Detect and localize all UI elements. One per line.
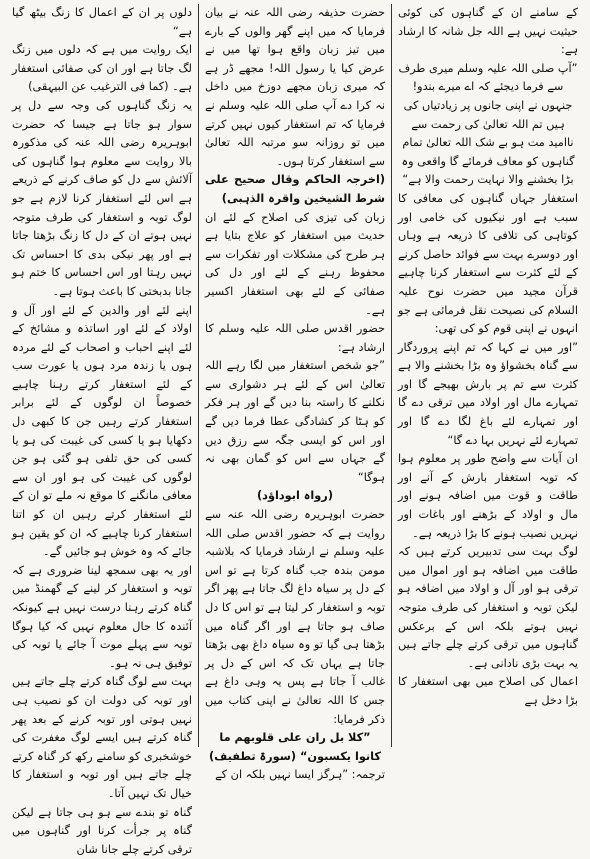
- paragraph: زبان کی تیزی کی اصلاح کے لئے ان حدیث میں استغفار کو علاج بتایا ہے ہر طرح کی مشکلات اور تفکرات سے محفوظ رہنے کے لئے اور دل کی صفائی کے لئے بھی استغفار اکسیر ہے۔: [205, 210, 385, 317]
- paragraph: کے سامنے ان کے گناہوں کی کوئی حیثیت نہیں ہے اللہ جل شانہ کا ارشاد ہے:: [398, 6, 578, 57]
- paragraph: استغفار جہاں گناہوں کی معافی کا سبب ہے اور نیکیوں کی خامی اور کوتاہی کی تلافی کا ذریعہ ہے وہاں اور دوسرے بہت سے فوائد حاصل کرنے کے لئے کثرت سے استغفار کرنا چاہیے قرآن مجید میں حضرت نوح علیہ السلام کی نصیحت نقل فرمائی ہے جو انہوں نے اپنی قوم کو کی تھی:: [398, 191, 578, 336]
- hadith-reference: (اخرجہ الحاکم وقال صحیح علی شرط الشیخین واقرہ الذہبی): [205, 173, 385, 205]
- paragraph: دلوں پر ان کے اعمال کا زنگ بیٹھ گیا ہے“: [12, 6, 192, 38]
- column-left: [6, 4, 198, 856]
- column-right: [392, 4, 584, 747]
- paragraph: اعمال کی اصلاح میں بھی استغفار کا بڑا دخل ہے: [398, 675, 578, 707]
- paragraph: اور یہ بھی سمجھ لینا ضروری ہے کہ توبہ و استغفار کر لینے کے گھمنڈ میں گناہ کرتے رہنا درست نہیں ہے کیونکہ آئندہ کا حال معلوم نہیں کہ کیا ہوگا توبہ سے پہلے موت آ جائے یا توبہ کی توفیق ہی نہ ہو۔: [12, 563, 192, 670]
- paragraph: ایک روایت میں ہے کہ دلوں میں زنگ لگ جاتا ہے اور ان کی صفائی استغفار ہے۔ (کما فی الترغیب عن البیہقی): [12, 43, 192, 94]
- quran-verse: ”اور میں نے کہا کہ تم اپنے پروردگار سے گناہ بخشواؤ وہ بڑا بخشنے والا ہے کثرت سے تم پر بارش بھیجے گا اور تمہارے مال اور اولاد میں ترقی دے گا اور تمہارے لئے باغ لگا دے گا اور تمہارے لئے نہریں بہا دے گا“: [398, 340, 578, 447]
- paragraph: لوگ بہت سی تدبیریں کرتے ہیں کہ طاقت میں اضافہ ہو اور اموال میں ترقی ہو اور آل و اولاد میں اضافہ ہو لیکن توبہ و استغفار کی طرف متوجہ نہیں ہوتے بلکہ اس کے برعکس گناہوں میں ترقی کرتے چلے جاتے ہیں یہ بہت بڑی نادانی ہے۔: [398, 545, 578, 670]
- paragraph: حضور اقدس صلی اللہ علیہ وسلم کا ارشاد ہے:: [205, 322, 385, 354]
- hadith-reference: (رواہ ابوداؤد): [257, 489, 333, 503]
- paragraph: ان آیات سے واضح طور پر معلوم ہوا کہ توبہ استغفار بارش کے آنے اور طاقت و قوت میں اضافہ ہونے اور مال و اولاد کے بڑھنے اور باغات اور نہریں نصیب ہونے کا بڑا ذریعہ ہے۔: [398, 452, 578, 540]
- hadith-quote: ”جو شخص استغفار میں لگا رہے اللہ تعالیٰ اس کے لئے ہر دشواری سے نکلنے کا راستہ بنا دیں گے اور ہر فکر کو ہٹا کر کشادگی عطا فرما دیں گے اور اس کو ایسی جگہ سے رزق دیں گے جہاں سے اس کو گمان بھی نہ ہوگا“: [205, 359, 385, 484]
- paragraph: حضرت حذیفہ رضی اللہ عنہ نے بیان فرمایا کہ میں اپنے گھر والوں کے بارے میں تیز زبان واقع ہوا تھا میں نے عرض کیا یا رسول اللہ! مجھے ڈر ہے کہ میری زبان مجھے دوزخ میں داخل نہ کرا دے آپ صلی اللہ علیہ وسلم نے فرمایا کہ تم استغفار کیوں نہیں کرتے میں تو روزانہ سو مرتبہ اللہ تعالیٰ سے استغفار کرتا ہوں۔: [205, 6, 385, 168]
- paragraph: حضرت ابوہریرہ رضی اللہ عنہ سے روایت ہے کہ حضور اقدس صلی اللہ علیہ وسلم نے ارشاد فرمایا کہ بلاشبہ مومن بندہ جب گناہ کرتا ہے تو اس کے دل پر سیاہ داغ لگ جاتا ہے پھر اگر توبہ و استغفار کر لیتا ہے تو اس کا دل صاف ہو جاتا ہے اور اگر گناہ میں بڑھتا ہی گیا تو وہ سیاہ داغ بھی بڑھتا جاتا ہے یہاں تک کہ اس کے دل پر غالب آ جاتا ہے پس یہ وہی داغ ہے جس کا اللہ تعالیٰ نے اپنی کتاب میں ذکر فرمایا:: [205, 508, 385, 726]
- paragraph: ترجمہ: ”ہرگز ایسا نہیں بلکہ ان کے: [215, 768, 385, 782]
- paragraph: یہ زنگ گناہوں کی وجہ سے دل پر سوار ہو جاتا ہے جیسا کہ حضرت ابوہریرہ رضی اللہ عنہ کی مذکورہ بالا روایت سے معلوم ہوا گناہوں کی آلائش سے دل کو صاف کرنے کے ذریعے ہے اس لئے استغفار کرنا لازم ہے جو لوگ توبہ و استغفار کی طرف متوجہ نہیں ہوتے ان کے دل کا زنگ بڑھتا جاتا ہے اور پھر نیکی بدی کا احساس تک نہیں رہتا اور اس احساس کا ختم ہو جانا بدبختی کا باعث ہوتا ہے۔: [12, 98, 192, 298]
- quran-verse: ”آپ صلی اللہ علیہ وسلم میری طرف سے فرما دیجئے کہ اے میرے بندو! جنہوں نے اپنی جانوں پر زیادتیاں کی ہیں تم اللہ تعالیٰ کی رحمت سے ناامید مت ہو بے شک اللہ تعالیٰ تمام گناہوں کو معاف فرمائے گا واقعی وہ بڑا بخشنے والا نہایت رحمت والا ہے“: [398, 61, 578, 187]
- quran-verse: ”کلا بل ران علی قلوبھم ما کانوا یکسبون“ (سورۃ تطفیف): [209, 731, 381, 763]
- paragraph: گناہ تو بندے سے ہو ہی جاتا ہے لیکن گناہ پر جرأت کرنا اور گناہوں میں ترقی کرتے چلے جانا شان: [12, 805, 192, 856]
- column-middle: [199, 4, 391, 782]
- paragraph: اپنے لئے اور والدین کے لئے اور آل و اولاد کے لئے اور اساتذہ و مشائخ کے لئے اپنے احباب و اصحاب کے لئے مردہ ہوں یا زندہ مرد ہوں یا عورت سب کے لئے استغفار کرتے رہنا چاہیے خصوصاً ان لوگوں کے لئے برابر استغفار کرتے رہیں جن کا کبھی دل دکھایا ہو یا کسی کی غیبت کی ہو یا کسی کی حق تلفی ہو گئی ہو جن لوگوں کی غیبت کی ہو اور ان سے معافی مانگنے کا موقع نہ ملے تو ان کے لئے استغفار کرتے رہیں ان کو اتنا استغفار کرنا چاہیے کہ ان کو یقین ہو جائے کہ وہ خوش ہو جائیں گے۔: [12, 303, 192, 559]
- paragraph: بہت سے لوگ گناہ کرتے چلے جاتے ہیں اور توبہ کی دولت ان کو نصیب ہی نہیں ہوتی اور توبہ کرنے کے بعد پھر گناہ کرتے ہیں ایسے لوگ مغفرت کی خوشخبری کو سامنے رکھ کر گناہ کرتے چلے جاتے ہیں اور توبہ و استغفار کا خیال تک نہیں آتا۔: [12, 675, 192, 800]
